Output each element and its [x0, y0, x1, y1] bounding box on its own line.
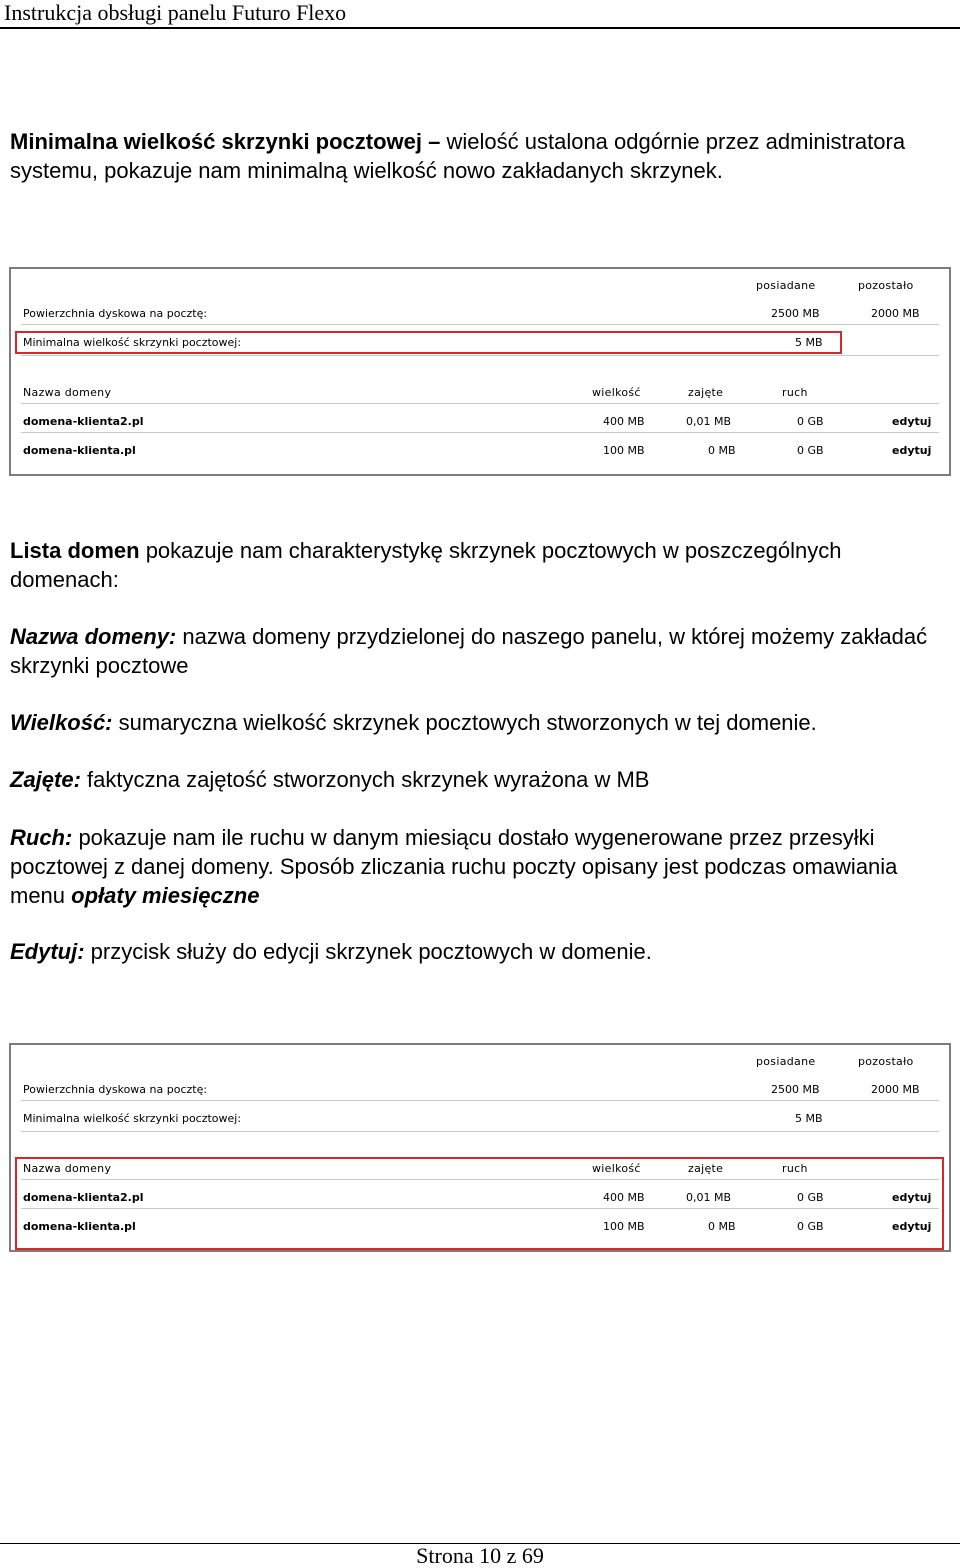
intro-term: Minimalna wielkość skrzynki pocztowej –: [10, 129, 441, 154]
col-owned-label: posiadane: [756, 1055, 816, 1068]
separator: [21, 432, 939, 433]
domain-traffic: 0 GB: [797, 1191, 824, 1204]
domain-traffic: 0 GB: [797, 444, 824, 457]
definition-domain-name: [10, 622, 950, 680]
domain-list-text: pokazuje nam charakterystykę skrzynek pocztowych w poszczególnych domenach:: [10, 538, 842, 592]
domain-link[interactable]: domena-klienta.pl: [23, 1220, 136, 1233]
th-size: wielkość: [592, 1162, 641, 1175]
min-size-label: Minimalna wielkość skrzynki pocztowej:: [23, 336, 242, 349]
th-used: zajęte: [688, 1162, 724, 1175]
domain-size: 400 MB: [603, 1191, 645, 1204]
th-domain: Nazwa domeny: [23, 1162, 112, 1175]
edit-link[interactable]: edytuj: [892, 444, 932, 457]
domain-used: 0 MB: [708, 1220, 736, 1233]
domain-link[interactable]: domena-klienta.pl: [23, 444, 136, 457]
separator: [21, 1100, 939, 1101]
domain-used: 0,01 MB: [686, 1191, 732, 1204]
highlight-box: [15, 331, 842, 354]
col-left-label: pozostało: [858, 279, 914, 292]
th-used: zajęte: [688, 386, 724, 399]
separator: [21, 1131, 939, 1132]
separator: [21, 403, 939, 404]
col-left-label: pozostało: [858, 1055, 914, 1068]
definition-text: faktyczna zajętość stworzonych skrzynek wyrażona w MB: [80, 767, 650, 792]
domain-used: 0,01 MB: [686, 415, 732, 428]
definition-text: przycisk służy do edycji skrzynek pocztowych w domenie.: [84, 939, 652, 964]
edit-link[interactable]: edytuj: [892, 415, 932, 428]
disk-label: Powierzchnia dyskowa na pocztę:: [23, 1083, 208, 1096]
domain-used: 0 MB: [708, 444, 736, 457]
definition-term: Ruch:: [10, 825, 73, 850]
disk-left: 2000 MB: [871, 1083, 920, 1096]
edit-link[interactable]: edytuj: [892, 1220, 932, 1233]
th-traffic: ruch: [782, 386, 808, 399]
definition-emphasis: opłaty miesięczne: [71, 883, 260, 908]
disk-owned: 2500 MB: [771, 1083, 820, 1096]
definition-term: Nazwa domeny:: [10, 624, 177, 649]
edit-link[interactable]: edytuj: [892, 1191, 932, 1204]
domain-traffic: 0 GB: [797, 1220, 824, 1233]
definition-size: [10, 708, 950, 737]
th-size: wielkość: [592, 386, 641, 399]
disk-left: 2000 MB: [871, 307, 920, 320]
separator: [21, 324, 939, 325]
separator: [21, 355, 939, 356]
definition-text: pokazuje nam ile ruchu w danym miesiącu dostało wygenerowane przez przesyłki pocztowej z danej domeny. Sposób zliczania ruchu poczty opisany jest podczas omawiania menu: [10, 825, 898, 908]
definition-term: Zajęte:: [10, 767, 81, 792]
th-domain: Nazwa domeny: [23, 386, 112, 399]
screenshot-panel-1: [9, 267, 951, 476]
col-owned-label: posiadane: [756, 279, 816, 292]
definition-text: nazwa domeny przydzielonej do naszego panelu, w której możemy zakładać skrzynki pocztowe: [10, 624, 928, 678]
domain-traffic: 0 GB: [797, 415, 824, 428]
min-size-value: 5 MB: [795, 1112, 823, 1125]
domain-list-paragraph: [10, 536, 950, 594]
min-size-value: 5 MB: [795, 336, 823, 349]
definition-term: Wielkość:: [10, 710, 113, 735]
definition-used: [10, 765, 950, 794]
document-header: Instrukcja obsługi panelu Futuro Flexo: [4, 0, 347, 25]
definition-text: sumaryczna wielkość skrzynek pocztowych stworzonych w tej domenie.: [112, 710, 817, 735]
domain-link[interactable]: domena-klienta2.pl: [23, 1191, 144, 1204]
definition-traffic: [10, 823, 950, 910]
separator: [21, 1179, 939, 1180]
domain-size: 100 MB: [603, 1220, 645, 1233]
definition-edit: [10, 937, 950, 966]
domain-size: 400 MB: [603, 415, 645, 428]
screenshot-panel-2: [9, 1043, 951, 1252]
domain-list-term: Lista domen: [10, 538, 140, 563]
header-rule: [0, 27, 960, 29]
definition-term: Edytuj:: [10, 939, 85, 964]
page-number: Strona 10 z 69: [416, 1543, 544, 1568]
intro-text: wielość ustalona odgórnie przez administratora systemu, pokazuje nam minimalną wielkość nowo zakładanych skrzynek.: [10, 129, 906, 183]
domain-link[interactable]: domena-klienta2.pl: [23, 415, 144, 428]
separator: [21, 1208, 939, 1209]
domain-size: 100 MB: [603, 444, 645, 457]
min-size-label: Minimalna wielkość skrzynki pocztowej:: [23, 1112, 242, 1125]
intro-paragraph: [10, 127, 950, 185]
disk-label: Powierzchnia dyskowa na pocztę:: [23, 307, 208, 320]
th-traffic: ruch: [782, 1162, 808, 1175]
disk-owned: 2500 MB: [771, 307, 820, 320]
